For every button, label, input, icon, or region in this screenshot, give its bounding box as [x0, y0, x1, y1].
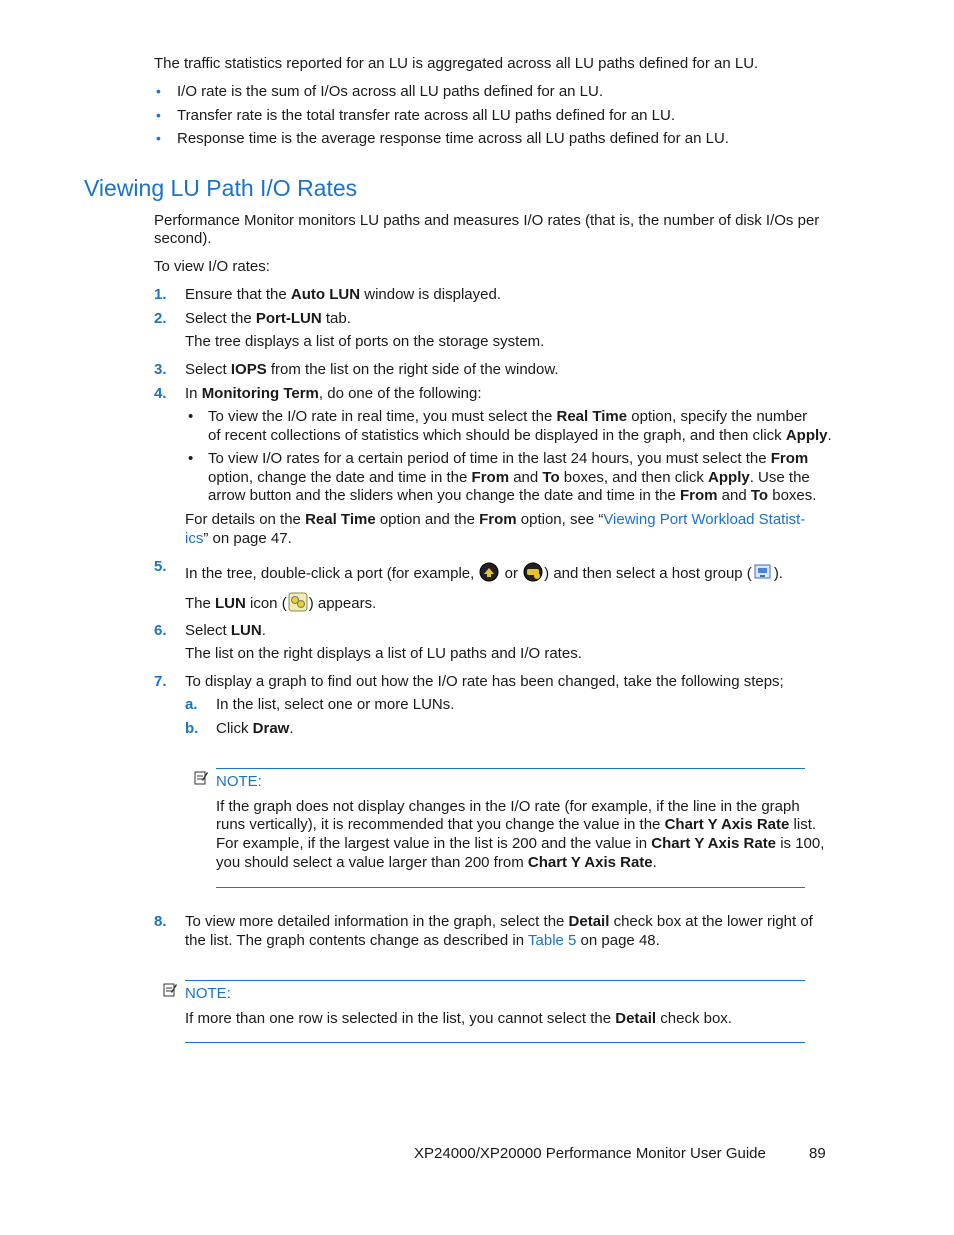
- text: list.: [789, 816, 817, 833]
- step-number: 3.: [154, 361, 167, 378]
- note-bottom-rule: [185, 1042, 805, 1043]
- text: ) and then select a host group (: [544, 565, 752, 582]
- text: is 100,: [776, 835, 825, 852]
- ui-term: Detail: [615, 1010, 657, 1027]
- step-text: [185, 384, 482, 403]
- text: To view I/O rates for a certain period of time in the last 24 hours, you must select the: [208, 450, 771, 467]
- text: .: [827, 427, 832, 444]
- text: Select: [185, 622, 231, 639]
- text: icon (: [245, 595, 287, 612]
- page-number: 89: [809, 1145, 826, 1162]
- note-top-rule: [185, 980, 805, 981]
- text: option, specify the number: [627, 408, 808, 425]
- step-text: [185, 621, 266, 640]
- text: Select the: [185, 310, 256, 327]
- bullet-marker: •: [156, 130, 161, 146]
- step-text: [185, 285, 501, 304]
- step-number: 8.: [154, 913, 167, 930]
- text: check box at the lower right of: [609, 913, 813, 930]
- ui-term: Draw: [252, 720, 290, 737]
- step-text: [185, 931, 660, 950]
- note-line: [216, 853, 657, 872]
- note-top-rule: [216, 768, 805, 769]
- ui-term: Chart Y Axis Rate: [651, 835, 777, 852]
- text: For example, if the largest value in the list is 200 and the value in: [216, 835, 652, 852]
- bullet-line: [208, 468, 810, 487]
- substep-letter: b.: [185, 720, 199, 737]
- text: , do one of the following:: [318, 385, 482, 402]
- step-number: 4.: [154, 385, 167, 402]
- text: .: [289, 720, 294, 737]
- bullet-marker: •: [156, 107, 161, 123]
- note-line: [185, 1009, 732, 1028]
- port-icon: [478, 561, 500, 583]
- note-label: NOTE:: [185, 985, 231, 1002]
- section-heading: Viewing LU Path I/O Rates: [84, 175, 358, 201]
- cross-reference-link[interactable]: ics: [185, 530, 204, 547]
- step-number: 7.: [154, 673, 167, 690]
- text: option, see “: [516, 511, 604, 528]
- note-bottom-rule: [216, 887, 805, 888]
- text: ” on page 47.: [203, 530, 292, 547]
- ui-term: Monitoring Term: [201, 385, 319, 402]
- section-paragraph-line: Performance Monitor monitors LU paths and measures I/O rates (that is, the number of disk I/Os per: [154, 212, 820, 229]
- note-line: If the graph does not display changes in the I/O rate (for example, if the line in the graph: [216, 798, 800, 815]
- text: Ensure that the: [185, 286, 291, 303]
- ui-term: Port-LUN: [255, 310, 322, 327]
- text: .: [261, 622, 266, 639]
- text: on page 48.: [576, 932, 660, 949]
- note-label: NOTE:: [216, 773, 262, 790]
- text: option and the: [375, 511, 480, 528]
- ui-term: From: [479, 511, 517, 528]
- bullet-line: [208, 426, 832, 445]
- ui-term: From: [471, 469, 510, 486]
- text: ).: [773, 565, 783, 582]
- ui-term: Chart Y Axis Rate: [527, 854, 653, 871]
- ui-term: To: [750, 487, 769, 504]
- text: runs vertically), it is recommended that you change the value in the: [216, 816, 665, 833]
- text: boxes.: [768, 487, 817, 504]
- text: tab.: [321, 310, 351, 327]
- bullet-line: [208, 449, 808, 468]
- ui-term: Chart Y Axis Rate: [664, 816, 790, 833]
- step-text: [185, 360, 559, 379]
- note-icon: [163, 982, 177, 997]
- host-group-icon: [752, 561, 774, 583]
- text: window is displayed.: [360, 286, 501, 303]
- text: or: [500, 565, 523, 582]
- note-line: [216, 834, 824, 853]
- ui-term: From: [679, 487, 718, 504]
- step-subtext: The tree displays a list of ports on the storage system.: [185, 333, 545, 350]
- step-number: 2.: [154, 310, 167, 327]
- lun-icon: [287, 591, 309, 613]
- step-number: 6.: [154, 622, 167, 639]
- table-reference-link[interactable]: Table 5: [528, 932, 577, 949]
- text: In the tree, double-click a port (for example,: [185, 565, 479, 582]
- details-line: [185, 529, 292, 548]
- bullet-marker: •: [188, 408, 194, 425]
- text: Click: [216, 720, 253, 737]
- ui-term: Apply: [785, 427, 828, 444]
- bullet-marker: •: [156, 83, 161, 99]
- text: boxes, and then click: [559, 469, 709, 486]
- text: For details on the: [185, 511, 306, 528]
- text: of recent collections of statistics which should be displayed in the graph, and then click: [208, 427, 786, 444]
- text: arrow button and the sliders when you change the date and time in the: [208, 487, 680, 504]
- text: To view the I/O rate in real time, you must select the: [208, 408, 557, 425]
- intro-bullet: I/O rate is the sum of I/Os across all LU paths defined for an LU.: [177, 83, 604, 100]
- text: . Use the: [749, 469, 810, 486]
- details-line: [185, 510, 805, 529]
- ui-term: Detail: [568, 913, 610, 930]
- bullet-line: [208, 407, 807, 426]
- ui-term: LUN: [230, 622, 262, 639]
- text: from the list on the right side of the window.: [266, 361, 559, 378]
- ui-term: To: [542, 469, 560, 486]
- text: .: [652, 854, 657, 871]
- text: Select: [185, 361, 231, 378]
- ui-term: Auto LUN: [290, 286, 361, 303]
- step-text: To display a graph to find out how the I/O rate has been changed, take the following steps;: [185, 673, 784, 690]
- text: ) appears.: [308, 595, 377, 612]
- bullet-marker: •: [188, 450, 194, 467]
- text: In: [185, 385, 202, 402]
- note-icon: [194, 770, 208, 785]
- ui-term: IOPS: [230, 361, 267, 378]
- substep-letter: a.: [185, 696, 198, 713]
- text: and: [717, 487, 751, 504]
- note-line: [216, 815, 816, 834]
- text: the list. The graph contents change as described in: [185, 932, 529, 949]
- ui-term: Real Time: [556, 408, 628, 425]
- ui-term: Apply: [708, 469, 750, 486]
- port-alt-icon: [522, 561, 544, 583]
- text: If more than one row is selected in the list, you cannot select the: [185, 1010, 616, 1027]
- cross-reference-link[interactable]: Viewing Port Workload Statist-: [603, 511, 806, 528]
- text: you should select a value larger than 200 from: [216, 854, 528, 871]
- intro-bullet: Transfer rate is the total transfer rate across all LU paths defined for an LU.: [177, 107, 676, 124]
- text: and: [509, 469, 543, 486]
- bullet-line: [208, 486, 816, 505]
- step-number: 1.: [154, 286, 167, 303]
- ui-term: Real Time: [305, 511, 376, 528]
- footer-title: XP24000/XP20000 Performance Monitor User Guide: [414, 1145, 766, 1162]
- text: To view more detailed information in the graph, select the: [185, 913, 569, 930]
- intro-bullet: Response time is the average response time across all LU paths defined for an LU.: [177, 130, 729, 147]
- step-subtext: The list on the right displays a list of LU paths and I/O rates.: [185, 645, 582, 662]
- step-text: [185, 912, 813, 931]
- text: option, change the date and time in the: [208, 469, 472, 486]
- step-text: [185, 309, 351, 328]
- ui-term: LUN: [215, 595, 246, 612]
- step-text: [185, 561, 783, 583]
- ui-term: From: [770, 450, 809, 467]
- step-number: 5.: [154, 558, 167, 575]
- text: The: [185, 595, 216, 612]
- substep-text: [216, 719, 294, 738]
- section-paragraph: To view I/O rates:: [154, 258, 270, 275]
- substep-text: In the list, select one or more LUNs.: [216, 696, 455, 713]
- intro-paragraph: The traffic statistics reported for an LU is aggregated across all LU paths defined for an LU.: [154, 55, 759, 72]
- step-subtext: [185, 591, 376, 613]
- section-paragraph-line: second).: [154, 230, 212, 247]
- text: check box.: [656, 1010, 732, 1027]
